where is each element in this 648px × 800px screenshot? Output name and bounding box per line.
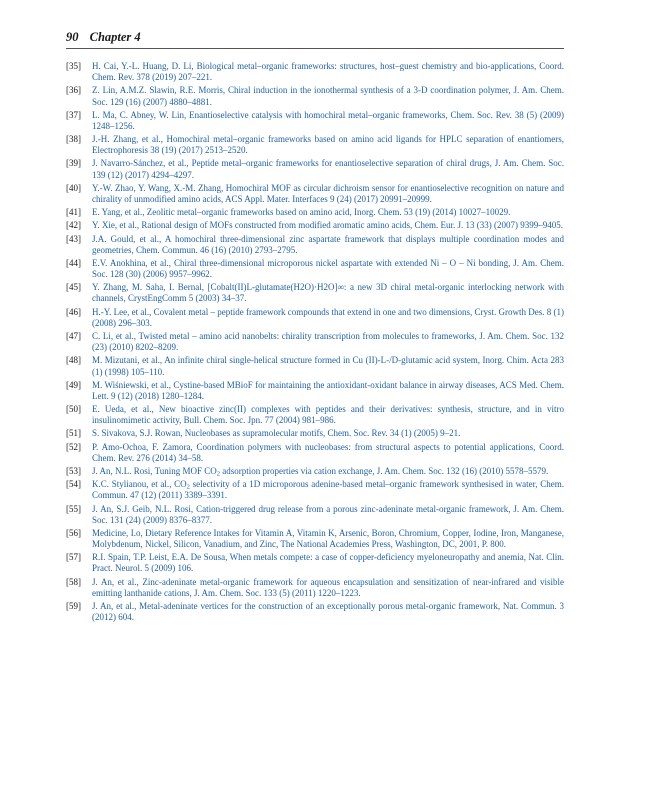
reference-item <box>66 220 564 231</box>
reference-item <box>66 85 564 107</box>
reference-number: [53] <box>66 466 81 476</box>
subscript: 2 <box>216 470 221 478</box>
reference-item <box>66 442 564 464</box>
reference-citation[interactable]: R.I. Spain, T.P. Leist, E.A. De Sousa, When metals compete: a case of copper-deficiency myeloneuropathy and anemia, Nat. Clin. Pract. Neurol. 5 (2009) 106. <box>92 552 564 574</box>
reference-number: [49] <box>66 379 81 390</box>
reference-number: [47] <box>66 331 81 341</box>
reference-number: [50] <box>66 404 81 415</box>
reference-number: [45] <box>66 282 81 293</box>
reference-number: [57] <box>66 552 81 563</box>
reference-item <box>66 552 564 574</box>
reference-item <box>66 428 564 439</box>
reference-number: [40] <box>66 182 81 193</box>
reference-number: [51] <box>66 428 81 439</box>
reference-item <box>66 466 564 477</box>
reference-citation[interactable]: Y.-W. Zhao, Y. Wang, X.-M. Zhang, Homochiral MOF as circular dichroism sensor for enantioselective recognition on nature and chirality of unmodified amino acids, ACS Appl. Mater. Interfaces 9 (24) (2017) 20991–20999. <box>92 182 564 204</box>
reference-citation[interactable]: Medicine, I.o, Dietary Reference Intakes for Vitamin A, Vitamin K, Arsenic, Boron, Chromium, Copper, Iodine, Iron, Manganese, Molybdenum, Nickel, Silicon, Vanadium, and Zinc, The National Academies Press, Washington, DC, 2001, P. 800. <box>92 527 564 550</box>
reference-item <box>66 331 564 353</box>
reference-citation[interactable]: E.V. Anokhina, et al., Chiral three-dimensional microporous nickel aspartate with extended Ni – O – Ni bonding, J. Am. Chem. Soc. 128 (30) (2006) 9957–9962. <box>92 257 564 280</box>
reference-item <box>66 158 564 180</box>
chapter-title: Chapter 4 <box>89 30 141 44</box>
reference-number: [56] <box>66 527 81 538</box>
reference-item <box>66 234 564 256</box>
reference-number: [55] <box>66 503 81 514</box>
reference-citation[interactable]: M. Mizutani, et al., An infinite chiral single-helical structure formed in Cu (II)-L-/D-glutamic acid system, Inorg. Chim. Acta 283 (1) (1998) 105–110. <box>92 355 564 377</box>
reference-item <box>66 380 564 402</box>
subscript: 2 <box>186 483 190 491</box>
reference-item <box>66 601 564 623</box>
reference-citation[interactable]: C. Li, et al., Twisted metal – amino acid nanobelts: chirality transcription from molecules to frameworks, J. Am. Chem. Soc. 132 (23) (2010) 8202–8209. <box>92 331 564 353</box>
page-header <box>66 30 564 45</box>
reference-number: [58] <box>66 576 81 587</box>
reference-item <box>66 110 564 132</box>
reference-number: [44] <box>66 257 81 268</box>
reference-number: [41] <box>66 207 81 218</box>
reference-item <box>66 134 564 156</box>
page-number: 90 <box>66 30 79 44</box>
citation-text-part: K.C. Stylianou, et al., CO <box>92 479 187 490</box>
reference-citation[interactable]: E. Yang, et al., Zeolitic metal–organic frameworks based on amino acid, Inorg. Chem. 53 (19) (2014) 10027–10029. <box>92 207 511 218</box>
reference-citation[interactable]: P. Amo-Ochoa, F. Zamora, Coordination polymers with nucleobases: from structural aspects to potential applications, Coord. Chem. Rev. 276 (2014) 34–58. <box>92 441 564 463</box>
reference-citation[interactable]: H.-Y. Lee, et al., Covalent metal – peptide framework compounds that extend in one and two dimensions, Cryst. Growth Des. 8 (1) (2008) 296–303. <box>92 306 564 328</box>
reference-list <box>66 61 564 625</box>
reference-citation[interactable]: J. An, et al., Zinc-adeninate metal-organic framework for aqueous encapsulation and sensitization of near-infrared and visible emitting lanthanide cations, J. Am. Chem. Soc. 133 (5) (2011) 1220–1223. <box>92 576 564 598</box>
reference-number: [42] <box>66 220 81 231</box>
reference-citation[interactable]: H. Cai, Y.-L. Huang, D. Li, Biological metal–organic frameworks: structures, host–guest chemistry and bio-applications, Coord. Chem. Rev. 378 (2019) 207–221. <box>92 61 564 83</box>
reference-citation[interactable]: J. Navarro-Sánchez, et al., Peptide metal–organic frameworks for enantioselective separation of chiral drugs, J. Am. Chem. Soc. 139 (12) (2017) 4294–4297. <box>92 158 564 180</box>
reference-item <box>66 61 564 83</box>
reference-number: [35] <box>66 61 81 71</box>
reference-item <box>66 504 564 526</box>
citation-text-part: J. An, N.L. Rosi, Tuning MOF CO <box>92 466 217 476</box>
reference-citation[interactable]: S. Sivakova, S.J. Rowan, Nucleobases as supramolecular motifs, Chem. Soc. Rev. 34 (1) (2005) 9–21. <box>92 428 461 439</box>
reference-number: [38] <box>66 134 81 145</box>
reference-citation[interactable]: J.A. Gould, et al., A homochiral three-dimensional zinc aspartate framework that displays multiple coordination modes and geometries, Chem. Commun. 46 (16) (2010) 2793–2795. <box>92 233 564 255</box>
reference-number: [37] <box>66 109 81 120</box>
reference-item <box>66 479 564 501</box>
reference-citation[interactable]: Z. Lin, A.M.Z. Slawin, R.E. Morris, Chiral induction in the ionothermal synthesis of a 3-D coordination polymer, J. Am. Chem. Soc. 129 (16) (2007) 4880–4881. <box>92 85 564 107</box>
reference-item <box>66 528 564 550</box>
reference-number: [59] <box>66 601 81 611</box>
reference-citation[interactable] <box>92 479 564 501</box>
reference-item <box>66 282 564 304</box>
reference-number: [46] <box>66 306 81 317</box>
reference-item <box>66 258 564 280</box>
reference-citation[interactable]: Y. Xie, et al., Rational design of MOFs constructed from modified aromatic amino acids, Chem. Eur. J. 13 (33) (2007) 9399–9405. <box>92 220 564 231</box>
reference-number: [39] <box>66 158 81 169</box>
reference-item <box>66 207 564 218</box>
reference-number: [48] <box>66 355 81 366</box>
reference-citation[interactable]: J.-H. Zhang, et al., Homochiral metal–organic frameworks based on amino acid ligands for HPLC separation of enantiomers, Electrophoresis 38 (19) (2017) 2513–2520. <box>92 134 564 156</box>
reference-citation[interactable]: J. An, et al., Metal-adeninate vertices for the construction of an exceptionally porous metal-organic framework, Nat. Commun. 3 (2012) 604. <box>92 601 564 623</box>
reference-citation[interactable]: Y. Zhang, M. Saha, I. Bernal, [Cobalt(II)L-glutamate(H2O)·H2O]∞: a new 3D chiral metal-organic interlocking network with channels, CrystEngComm 5 (2003) 34–37. <box>92 282 564 304</box>
reference-number: [52] <box>66 441 81 452</box>
reference-citation[interactable]: L. Ma, C. Abney, W. Lin, Enantioselective catalysis with homochiral metal–organic frameworks, Chem. Soc. Rev. 38 (5) (2009) 1248–1256. <box>92 109 564 131</box>
reference-item <box>66 183 564 205</box>
reference-item <box>66 577 564 599</box>
reference-citation[interactable]: E. Ueda, et al., New bioactive zinc(II) complexes with peptides and their derivatives: synthesis, structure, and in vitro insulinomimetic activity, Bull. Chem. Soc. Jpn. 77 (2004) 981–986. <box>92 404 564 426</box>
reference-item <box>66 307 564 329</box>
citation-text-part: adsorption properties via cation exchange, J. Am. Chem. Soc. 132 (16) (2010) 5578–5579. <box>220 466 549 476</box>
reference-citation[interactable]: M. Wiśniewski, et al., Cystine-based MBioF for maintaining the antioxidant-oxidant balance in airway diseases, ACS Med. Chem. Lett. 9 (12) (2018) 1280–1284. <box>92 379 564 401</box>
reference-number: [54] <box>66 479 81 490</box>
reference-citation[interactable]: J. An, S.J. Geib, N.L. Rosi, Cation-triggered drug release from a porous zinc-adeninate metal-organic framework, J. Am. Chem. Soc. 131 (24) (2009) 8376–8377. <box>92 503 564 525</box>
header-divider <box>66 48 564 49</box>
reference-item <box>66 404 564 426</box>
reference-number: [36] <box>66 85 81 96</box>
citation-text-part: selectivity of a 1D microporous adenine-based metal–organic framework synthesised in water, Chem. Commun. 47 (12) (2011) 3389–3391. <box>92 479 564 501</box>
reference-item <box>66 355 564 377</box>
reference-number: [43] <box>66 233 81 244</box>
reference-citation[interactable] <box>92 466 564 477</box>
